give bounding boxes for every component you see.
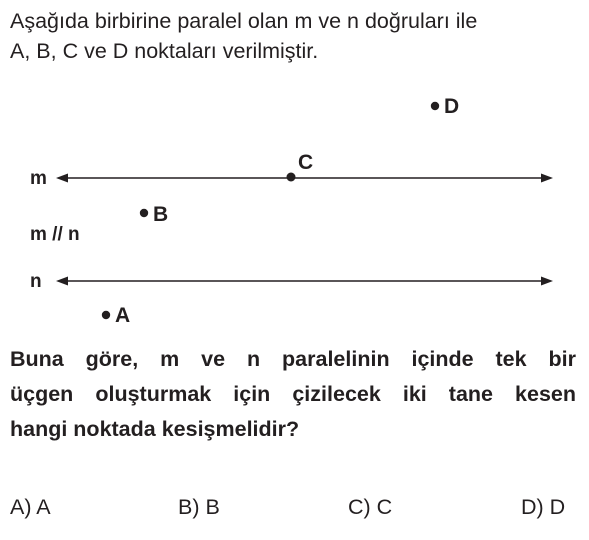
option-b[interactable]: B) B: [178, 495, 220, 519]
parallel-note: m // n: [30, 224, 80, 245]
point-c: [287, 173, 296, 182]
question-line-3: hangi noktada kesişmelidir?: [10, 417, 300, 441]
line-n-label: n: [30, 271, 42, 292]
point-d-label: D: [444, 95, 460, 118]
arrowhead-left-icon: [56, 174, 68, 183]
point-b-label: B: [153, 203, 169, 226]
point-c-label: C: [298, 151, 314, 174]
point-a-label: A: [115, 304, 131, 327]
intro-line-1: Aşağıda birbirine paralel olan m ve n doğruları ile: [10, 9, 478, 33]
line-m-label: m: [30, 168, 47, 189]
option-d[interactable]: D) D: [521, 495, 566, 519]
point-d: [431, 102, 439, 110]
arrowhead-right-icon: [541, 277, 553, 286]
line-n: [56, 277, 553, 286]
intro-line-2: A, B, C ve D noktaları verilmiştir.: [10, 39, 319, 63]
question-line-2: üçgen oluşturmak için çizilecek iki tane kesen: [10, 382, 576, 406]
arrowhead-right-icon: [541, 174, 553, 183]
arrowhead-left-icon: [56, 277, 68, 286]
point-a: [102, 311, 110, 319]
option-a[interactable]: A) A: [10, 495, 51, 519]
question-line-1: Buna göre, m ve n paralelinin içinde tek bir: [10, 347, 576, 371]
question-text: [10, 342, 576, 447]
point-b: [140, 209, 148, 217]
line-m: [56, 174, 553, 183]
answer-options: [0, 495, 589, 525]
option-c[interactable]: C) C: [348, 495, 393, 519]
